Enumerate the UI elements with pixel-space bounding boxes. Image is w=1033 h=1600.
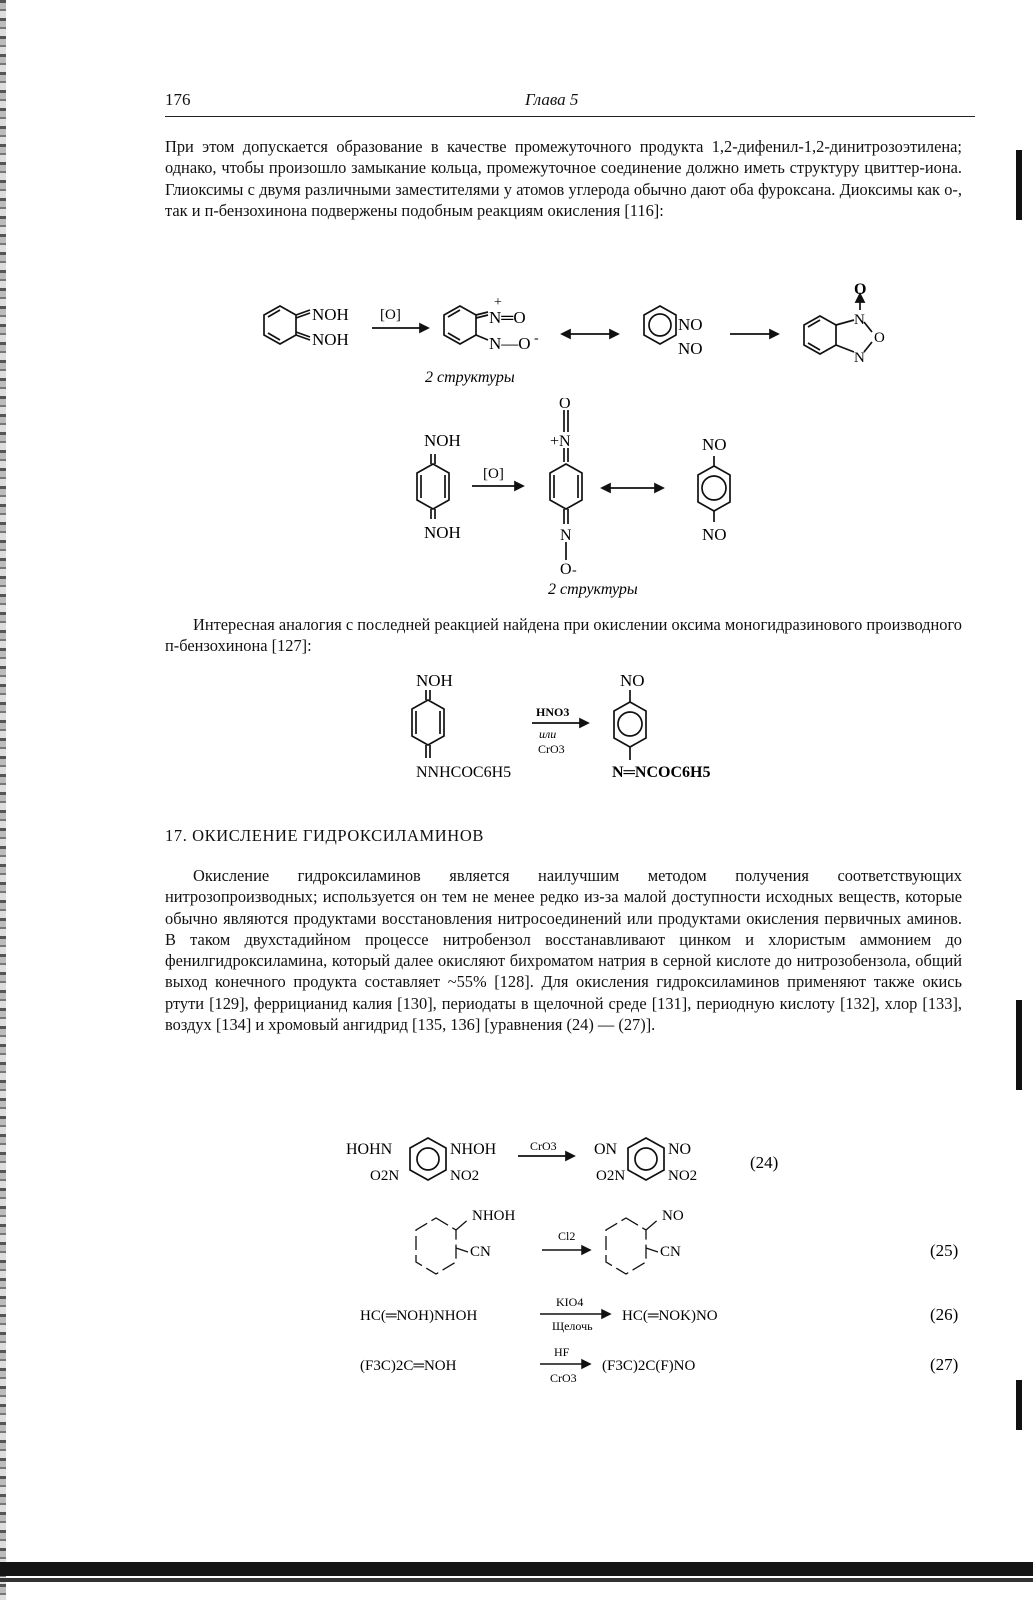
- paragraph-1: При этом допускается образование в качестве промежуточного продукта 1,2-дифенил-1,2-динитрозоэтилена; однако, чтобы произошло замыкание кольца, промежуточное соединение должно иметь структуру цвиттер-иона. Глиоксимы с двумя различными заместителями у атомов углерода обычно дают оба фуроксана. Диоксимы как о-, так и п-бензохинона подвержены подобным реакциям окисления [116]:: [165, 137, 962, 220]
- group-nhoh: NHOH: [472, 1208, 516, 1224]
- atom-o: O: [874, 330, 885, 346]
- group-noh: NOH: [424, 523, 461, 542]
- reactant: HC(═NOH)NHOH: [360, 1308, 478, 1324]
- product: HC(═NOK)NO: [622, 1308, 718, 1324]
- group-no: NO: [702, 525, 727, 544]
- oxidant-label: [O]: [380, 307, 401, 323]
- scheme-p-benzoquinone-dioxime: [380, 398, 780, 620]
- reagent-or: или: [539, 727, 557, 741]
- group-noh: NOH: [416, 671, 453, 690]
- atom-n: N: [560, 527, 572, 544]
- scan-margin-mark: [1016, 150, 1022, 220]
- group-o2n: O2N: [370, 1168, 400, 1184]
- caption-two-structures: 2 структуры: [548, 581, 638, 598]
- section-heading: 17. ОКИСЛЕНИЕ ГИДРОКСИЛАМИНОВ: [165, 826, 484, 845]
- charge-minus: -: [572, 563, 577, 578]
- group-n-o: N═O: [489, 308, 526, 327]
- group-no: NO: [620, 671, 645, 690]
- group-n-o-minus: N—O: [489, 334, 531, 353]
- group-no: NO: [678, 315, 703, 334]
- paragraph-2: Интересная аналогия с последней реакцией найдена при окислении оксима моногидразинового производного п-бензохинона [127]:: [165, 615, 962, 656]
- charge-minus: -: [534, 331, 539, 346]
- product: (F3C)2C(F)NO: [602, 1358, 696, 1374]
- scheme-hydrazine-derivative: [390, 666, 770, 796]
- group-cn: CN: [470, 1244, 491, 1260]
- scan-margin-mark: [1016, 1000, 1022, 1090]
- equation-number: (24): [750, 1153, 779, 1172]
- group-on: ON: [594, 1141, 618, 1158]
- scan-artifact-bar: [0, 1562, 1033, 1576]
- scheme-o-benzoquinone-dioxime: [230, 282, 910, 394]
- group-hohn: HOHN: [346, 1141, 393, 1158]
- oxidant-label: [O]: [483, 466, 504, 482]
- reagent-alkali: Щелочь: [552, 1319, 593, 1333]
- atom-n: N: [854, 312, 865, 328]
- equation-number: (27): [930, 1355, 959, 1374]
- running-title: Глава 5: [525, 90, 579, 109]
- paragraph-3: Окисление гидроксиламинов является наилучшим методом получения соответствующих нитрозопроизводных; используется он тем не менее редко из-за малой доступности исходных веществ, которые обычно являются продуктами восстановления нитросоединений или продуктами окисления первичных аминов. В таком двухстадийном процессе нитробензол восстанавливают цинком и хлористым аммонием до фенилгидроксиламина, который далее окисляют бихроматом натрия в серной кислоте до нитрозобензола, общий выход конечного продукта составляет ~55% [128]. Для окисления гидроксиламинов применяют также окись ртути [129], феррицианид калия [130], периодаты в щелочной среде [131], периодную кислоту [132], хлор [133], воздух [134] и хромовый ангидрид [135, 136] [уравнения (24) — (27)].: [165, 866, 962, 1035]
- equation-27-scheme: [360, 1340, 980, 1390]
- group-no2: NO2: [450, 1168, 480, 1184]
- atom-n: N: [854, 350, 865, 366]
- scan-margin-mark: [1016, 1380, 1022, 1430]
- group-cn: CN: [660, 1244, 681, 1260]
- scan-spine-edge: [0, 0, 6, 1600]
- equation-24-scheme: [340, 1132, 800, 1196]
- group-no: NO: [662, 1208, 684, 1224]
- page-number: 176: [165, 90, 191, 109]
- atom-o: O: [560, 561, 572, 578]
- group-no: NO: [702, 435, 727, 454]
- group-no: NO: [668, 1141, 692, 1158]
- group-nncoc6h5: N═NCOC6H5: [612, 764, 711, 781]
- atom-o: O: [854, 282, 867, 298]
- group-no2: NO2: [668, 1168, 698, 1184]
- group-o2n: O2N: [596, 1168, 626, 1184]
- equation-number: (26): [930, 1305, 959, 1324]
- group-noh: NOH: [312, 305, 349, 324]
- reagent-cro3: CrO3: [538, 742, 565, 756]
- equation-26-scheme: [360, 1290, 980, 1340]
- group-nnhcoc6h5: NNHCOC6H5: [416, 764, 512, 781]
- reagent-cl2: Cl2: [558, 1229, 576, 1243]
- reagent-kio4: KIO4: [556, 1295, 584, 1309]
- equation-number: (25): [930, 1241, 959, 1260]
- equation-25-scheme: [400, 1200, 980, 1290]
- group-no: NO: [678, 339, 703, 358]
- reagent-hf: HF: [554, 1345, 570, 1359]
- group-noh: NOH: [312, 330, 349, 349]
- reagent-hno3: HNO3: [536, 705, 570, 719]
- group-nhoh: NHOH: [450, 1141, 497, 1158]
- charge-plus: +: [494, 295, 502, 310]
- reagent-cro3: CrO3: [530, 1139, 557, 1153]
- reagent-cro3: CrO3: [550, 1371, 577, 1385]
- reactant: (F3C)2C═NOH: [360, 1358, 457, 1374]
- atom-n-plus: +N: [550, 433, 571, 450]
- scan-artifact-bar: [0, 1578, 1033, 1582]
- caption-two-structures: 2 структуры: [425, 369, 515, 386]
- group-noh: NOH: [424, 431, 461, 450]
- atom-o: O: [559, 398, 571, 412]
- page-header: [165, 90, 975, 117]
